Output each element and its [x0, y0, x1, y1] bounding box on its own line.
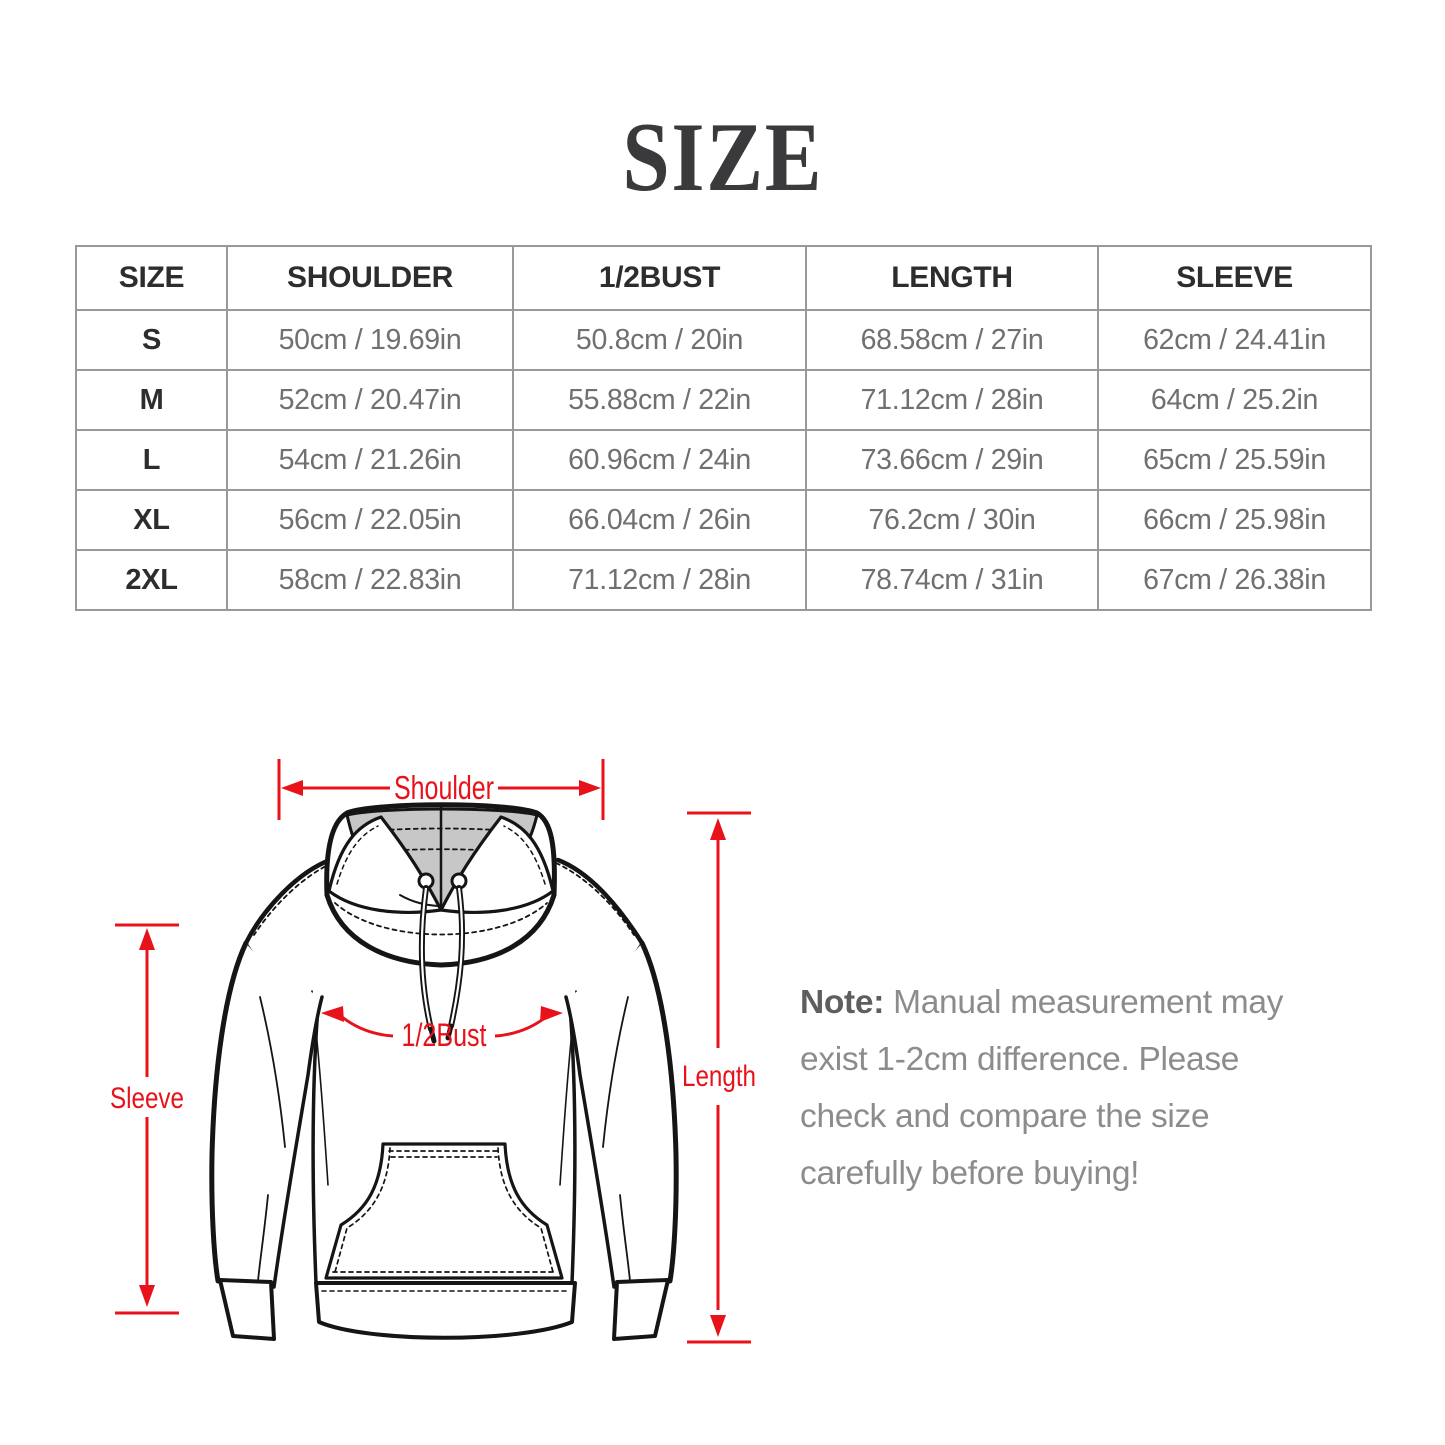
cell-shoulder: 56cm / 22.05in [227, 490, 513, 550]
cell-sleeve: 66cm / 25.98in [1098, 490, 1371, 550]
cell-size: XL [76, 490, 227, 550]
hoodie-right-sleeve [566, 943, 676, 1339]
size-table [75, 245, 1372, 611]
hoodie-left-sleeve [212, 943, 322, 1339]
hoodie-waistband [316, 1283, 575, 1338]
cell-size: M [76, 370, 227, 430]
hoodie-sketch [212, 805, 676, 1339]
cell-size: L [76, 430, 227, 490]
cell-size: S [76, 310, 227, 370]
cell-halfbust: 71.12cm / 28in [513, 550, 806, 610]
note-label: Note: [800, 984, 885, 1021]
cell-shoulder: 50cm / 19.69in [227, 310, 513, 370]
cell-halfbust: 50.8cm / 20in [513, 310, 806, 370]
cell-length: 78.74cm / 31in [806, 550, 1098, 610]
table-row-m [76, 370, 1371, 430]
sleeve-measure-arrow [110, 925, 184, 1313]
length-measure-arrow [682, 813, 756, 1342]
note-line [800, 974, 1390, 1031]
measurement-note [800, 974, 1390, 1202]
note-line: carefully before buying! [800, 1155, 1140, 1192]
cell-sleeve: 62cm / 24.41in [1098, 310, 1371, 370]
page-title [0, 103, 1445, 212]
table-row-s [76, 310, 1371, 370]
cell-length: 73.66cm / 29in [806, 430, 1098, 490]
cell-sleeve: 64cm / 25.2in [1098, 370, 1371, 430]
table-row-l [76, 430, 1371, 490]
cell-size: 2XL [76, 550, 227, 610]
half-bust-label: 1/2Bust [401, 1017, 487, 1053]
length-label: Length [682, 1060, 756, 1093]
table-row-xl [76, 490, 1371, 550]
page-title-text: SIZE [622, 103, 823, 212]
cell-length: 68.58cm / 27in [806, 310, 1098, 370]
note-text: Manual measurement may [893, 984, 1284, 1021]
note-line: check and compare the size [800, 1098, 1210, 1135]
table-header-row [76, 246, 1371, 310]
table-row-2xl [76, 550, 1371, 610]
col-header-shoulder: SHOULDER [227, 246, 513, 310]
cell-sleeve: 65cm / 25.59in [1098, 430, 1371, 490]
cell-sleeve: 67cm / 26.38in [1098, 550, 1371, 610]
hoodie-measurement-diagram [60, 745, 780, 1365]
col-header-halfbust: 1/2BUST [513, 246, 806, 310]
note-line: exist 1-2cm difference. Please [800, 1041, 1240, 1078]
cell-shoulder: 54cm / 21.26in [227, 430, 513, 490]
col-header-sleeve: SLEEVE [1098, 246, 1371, 310]
sleeve-label: Sleeve [110, 1082, 184, 1115]
col-header-size: SIZE [76, 246, 227, 310]
cell-halfbust: 55.88cm / 22in [513, 370, 806, 430]
shoulder-label: Shoulder [394, 769, 494, 806]
cell-halfbust: 66.04cm / 26in [513, 490, 806, 550]
cell-halfbust: 60.96cm / 24in [513, 430, 806, 490]
cell-length: 76.2cm / 30in [806, 490, 1098, 550]
col-header-length: LENGTH [806, 246, 1098, 310]
cell-shoulder: 52cm / 20.47in [227, 370, 513, 430]
cell-shoulder: 58cm / 22.83in [227, 550, 513, 610]
cell-length: 71.12cm / 28in [806, 370, 1098, 430]
hoodie-hood [327, 805, 555, 965]
